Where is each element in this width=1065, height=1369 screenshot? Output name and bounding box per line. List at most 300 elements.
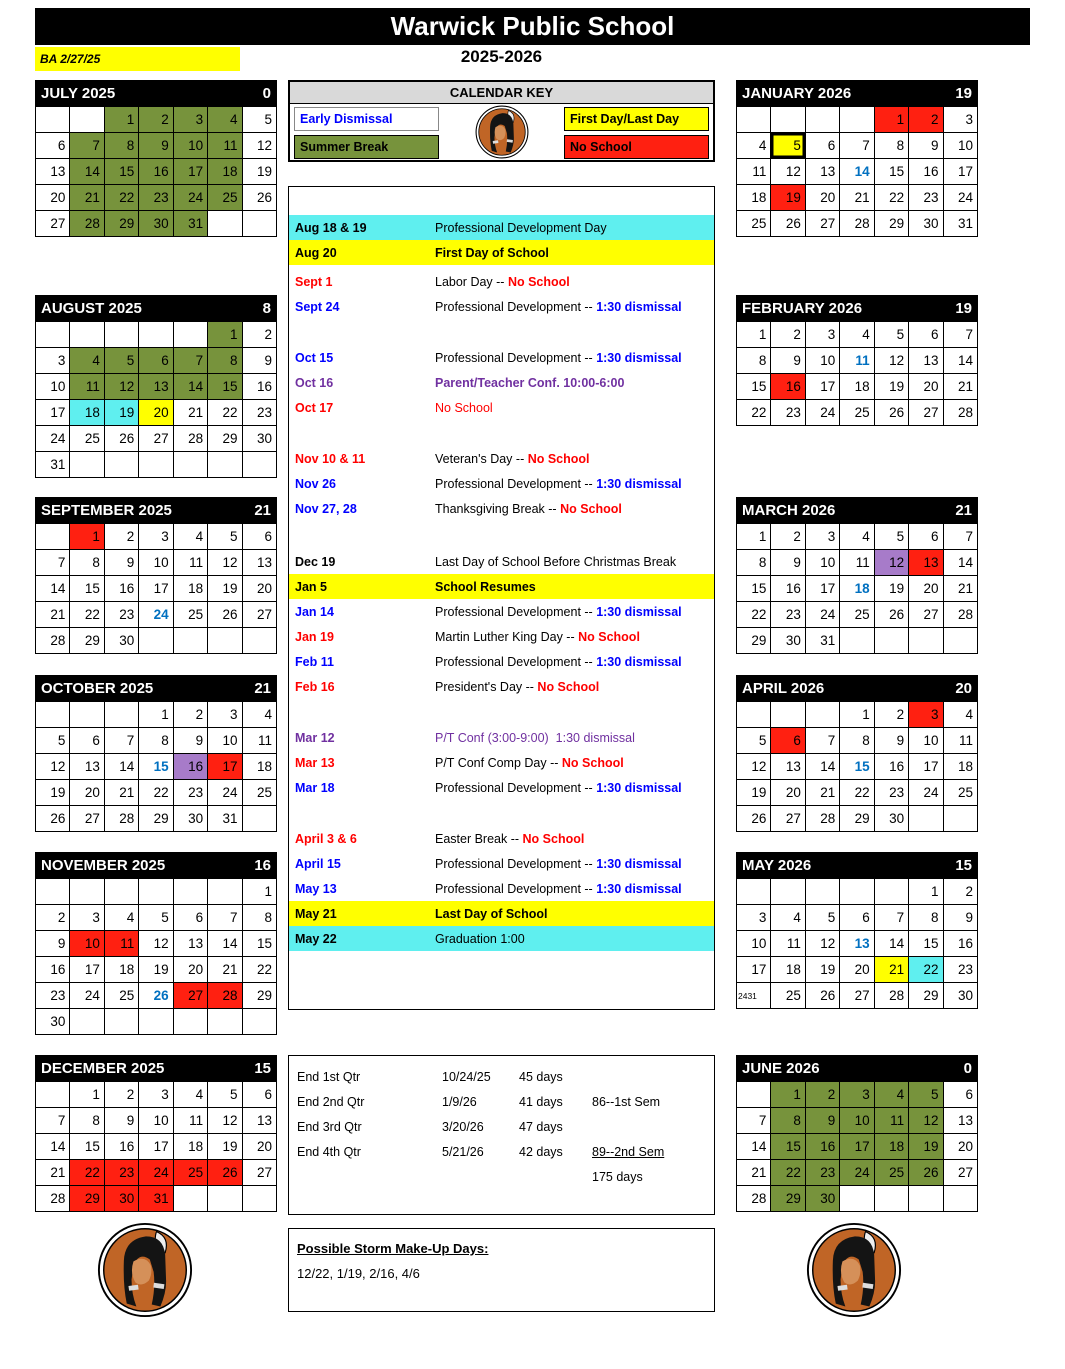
day-cell	[174, 1186, 208, 1212]
day-cell: 14	[737, 1134, 771, 1160]
day-cell: 24	[909, 780, 943, 806]
month-day-count: 21	[955, 501, 972, 519]
day-cell: 14	[70, 159, 104, 185]
day-cell: 6	[909, 524, 943, 550]
day-cell: 28	[875, 983, 909, 1009]
school-mascot-logo-right	[806, 1222, 902, 1318]
event-description	[435, 376, 624, 390]
day-cell: 1	[70, 524, 104, 550]
day-cell: 8	[70, 550, 104, 576]
event-description	[435, 756, 624, 770]
day-cell: 4	[737, 133, 771, 159]
day-cell: 20	[909, 576, 943, 602]
event-desc-segment: No School	[537, 679, 600, 694]
day-cell: 15	[70, 1134, 104, 1160]
day-cell: 2	[105, 524, 139, 550]
month-june-2026	[736, 1055, 978, 1212]
event-desc-segment: Professional Development --	[435, 780, 597, 795]
event-date: Dec 19	[295, 554, 336, 569]
day-cell: 18	[840, 374, 874, 400]
day-cell: 2	[771, 322, 805, 348]
day-cell: 27	[840, 983, 874, 1009]
key-no-school: No School	[564, 135, 709, 159]
day-cell: 19	[243, 159, 277, 185]
day-cell: 14	[208, 931, 242, 957]
day-cell: 31	[174, 211, 208, 237]
day-cell	[875, 1186, 909, 1212]
day-cell: 9	[243, 348, 277, 374]
quarter-row	[297, 1089, 714, 1114]
event-description	[435, 655, 682, 669]
day-cell: 8	[243, 905, 277, 931]
month-header	[35, 675, 277, 701]
day-cell: 2	[139, 107, 173, 133]
month-day-count: 0	[262, 84, 271, 102]
event-desc-segment: Easter Break --	[435, 831, 523, 846]
day-cell: 3	[174, 107, 208, 133]
day-cell: 26	[243, 185, 277, 211]
event-date: Oct 15	[295, 350, 334, 365]
event-desc-segment: Last Day of School	[435, 906, 548, 921]
day-cell: 4	[174, 1082, 208, 1108]
event-date: Jan 5	[295, 579, 327, 594]
day-cell	[243, 211, 277, 237]
day-cell: 22	[840, 780, 874, 806]
event-description	[435, 932, 525, 946]
key-first-last-day: First Day/Last Day	[564, 107, 709, 131]
day-cell	[105, 1009, 139, 1035]
event-desc-segment: 1:30 dismissal	[596, 299, 682, 314]
day-cell: 12	[105, 374, 139, 400]
day-cell: 19	[208, 1134, 242, 1160]
month-header	[35, 295, 277, 321]
day-cell: 14	[105, 754, 139, 780]
event-row	[289, 926, 714, 951]
day-cell: 5	[737, 728, 771, 754]
day-cell: 30	[174, 806, 208, 832]
event-date: Sept 24	[295, 299, 340, 314]
day-cell: 14	[875, 931, 909, 957]
day-cell: 18	[174, 1134, 208, 1160]
day-cell: 20	[909, 374, 943, 400]
day-cell: 9	[105, 550, 139, 576]
day-cell: 11	[840, 348, 874, 374]
event-date: May 21	[295, 906, 337, 921]
day-cell: 7	[70, 133, 104, 159]
event-description	[435, 275, 570, 289]
day-cell: 29	[737, 628, 771, 654]
day-cell	[243, 806, 277, 832]
event-desc-segment: 1:30 dismissal	[596, 604, 682, 619]
day-cell: 30	[806, 1186, 840, 1212]
day-cell: 15	[737, 374, 771, 400]
day-cell: 27	[909, 602, 943, 628]
month-day-count: 19	[955, 299, 972, 317]
day-cell: 21	[70, 185, 104, 211]
day-cell: 15	[875, 159, 909, 185]
event-date: Mar 13	[295, 755, 335, 770]
day-cell: 4	[840, 322, 874, 348]
month-day-count: 15	[254, 1059, 271, 1077]
event-date: Aug 18 & 19	[295, 220, 367, 235]
month-october-2025	[35, 675, 277, 832]
day-cell: 31	[944, 211, 978, 237]
day-cell: 1	[875, 107, 909, 133]
day-cell: 5	[208, 524, 242, 550]
day-cell: 13	[243, 550, 277, 576]
day-cell: 10	[208, 728, 242, 754]
day-cell: 28	[70, 211, 104, 237]
day-cell: 13	[771, 754, 805, 780]
event-description	[435, 221, 607, 235]
day-cell: 5	[139, 905, 173, 931]
event-desc-segment: Veteran's Day --	[435, 451, 528, 466]
event-date: Aug 20	[295, 245, 337, 260]
day-cell	[36, 524, 70, 550]
month-march-2026	[736, 497, 978, 654]
day-cell: 30	[875, 806, 909, 832]
day-cell: 30	[771, 628, 805, 654]
quarter-days: 41 days	[519, 1094, 563, 1109]
day-cell: 3	[806, 524, 840, 550]
day-cell: 10	[944, 133, 978, 159]
day-cell: 11	[771, 931, 805, 957]
quarter-label: End 4th Qtr	[297, 1144, 361, 1159]
day-cell: 20	[840, 957, 874, 983]
day-cell	[36, 107, 70, 133]
day-cell: 19	[36, 780, 70, 806]
day-cell: 26	[36, 806, 70, 832]
day-cell: 11	[208, 133, 242, 159]
day-cell: 22	[875, 185, 909, 211]
day-cell: 9	[944, 905, 978, 931]
day-cell: 22	[771, 1160, 805, 1186]
day-cell: 17	[139, 576, 173, 602]
day-cell: 25	[243, 780, 277, 806]
day-cell: 10	[737, 931, 771, 957]
day-cell: 26	[208, 1160, 242, 1186]
event-description	[435, 502, 622, 516]
day-cell: 29	[105, 211, 139, 237]
event-desc-segment: Thanksgiving Break --	[435, 501, 561, 516]
day-cell: 13	[909, 550, 943, 576]
day-cell	[105, 322, 139, 348]
day-cell	[70, 322, 104, 348]
event-date: Nov 10 & 11	[295, 451, 366, 466]
event-desc-segment: No School	[522, 831, 585, 846]
quarter-days: 45 days	[519, 1069, 563, 1084]
event-row	[289, 471, 714, 496]
event-desc-segment: Professional Development --	[435, 881, 597, 896]
day-cell	[105, 452, 139, 478]
day-cell: 17	[737, 957, 771, 983]
day-cell: 8	[105, 133, 139, 159]
day-cell: 10	[139, 550, 173, 576]
event-desc-segment: First Day of School	[435, 245, 549, 260]
day-cell: 3	[139, 524, 173, 550]
day-cell: 5	[208, 1082, 242, 1108]
day-cell: 21	[806, 780, 840, 806]
day-cell	[174, 1009, 208, 1035]
day-cell: 26	[737, 806, 771, 832]
day-cell	[243, 628, 277, 654]
day-cell: 14	[174, 374, 208, 400]
day-cell: 31	[806, 628, 840, 654]
month-day-count: 19	[955, 84, 972, 102]
day-cell	[70, 452, 104, 478]
day-cell: 30	[105, 1186, 139, 1212]
event-desc-segment: 1:30 dismissal	[596, 476, 682, 491]
month-grid	[35, 321, 277, 478]
day-cell: 10	[909, 728, 943, 754]
day-cell: 27	[806, 211, 840, 237]
day-cell: 16	[771, 374, 805, 400]
calendar-key	[288, 80, 715, 162]
quarter-date: 10/24/25	[442, 1069, 491, 1084]
day-cell	[806, 879, 840, 905]
day-cell: 28	[174, 426, 208, 452]
day-cell: 13	[909, 348, 943, 374]
day-cell: 11	[174, 550, 208, 576]
day-cell	[105, 879, 139, 905]
day-cell: 1	[909, 879, 943, 905]
day-cell	[944, 806, 978, 832]
day-cell: 11	[944, 728, 978, 754]
day-cell: 26	[875, 602, 909, 628]
day-cell: 27	[139, 426, 173, 452]
day-cell: 18	[771, 957, 805, 983]
day-cell: 24	[840, 1160, 874, 1186]
day-cell: 22	[70, 602, 104, 628]
event-desc-segment: 1:30 dismissal	[596, 881, 682, 896]
day-cell: 10	[174, 133, 208, 159]
day-cell: 4	[875, 1082, 909, 1108]
day-cell: 9	[139, 133, 173, 159]
day-cell	[139, 879, 173, 905]
month-august-2025	[35, 295, 277, 478]
event-desc-segment: No School	[560, 501, 622, 516]
day-cell: 6	[243, 524, 277, 550]
day-cell: 14	[36, 576, 70, 602]
day-cell: 28	[806, 806, 840, 832]
day-cell: 9	[105, 1108, 139, 1134]
day-cell: 12	[36, 754, 70, 780]
day-cell: 13	[243, 1108, 277, 1134]
month-september-2025	[35, 497, 277, 654]
day-cell: 13	[36, 159, 70, 185]
events-list	[288, 186, 715, 1010]
day-cell: 5	[105, 348, 139, 374]
day-cell: 25	[208, 185, 242, 211]
day-cell: 13	[139, 374, 173, 400]
day-cell: 2	[36, 905, 70, 931]
day-cell: 16	[771, 576, 805, 602]
day-cell: 24	[806, 400, 840, 426]
day-cell	[909, 806, 943, 832]
day-cell: 28	[208, 983, 242, 1009]
month-february-2026	[736, 295, 978, 426]
day-cell: 23	[139, 185, 173, 211]
month-name: AUGUST 2025	[41, 299, 142, 317]
day-cell: 14	[840, 159, 874, 185]
month-name: MAY 2026	[742, 856, 812, 874]
revision-stamp: BA 2/27/25	[35, 47, 240, 71]
month-november-2025	[35, 852, 277, 1035]
day-cell	[36, 879, 70, 905]
day-cell: 30	[909, 211, 943, 237]
month-grid	[736, 701, 978, 832]
day-cell	[208, 1186, 242, 1212]
day-cell: 13	[840, 931, 874, 957]
day-cell: 23	[243, 400, 277, 426]
day-cell: 8	[840, 728, 874, 754]
day-cell: 10	[806, 550, 840, 576]
day-cell: 22	[105, 185, 139, 211]
day-cell: 3	[737, 905, 771, 931]
day-cell: 6	[944, 1082, 978, 1108]
day-cell	[139, 452, 173, 478]
day-cell: 2	[944, 879, 978, 905]
month-name: FEBRUARY 2026	[742, 299, 863, 317]
day-cell: 6	[806, 133, 840, 159]
day-cell: 11	[243, 728, 277, 754]
day-cell	[840, 107, 874, 133]
day-cell: 20	[771, 780, 805, 806]
day-cell	[105, 702, 139, 728]
day-cell: 5	[875, 322, 909, 348]
day-cell: 6	[139, 348, 173, 374]
storm-makeup-box	[288, 1228, 715, 1312]
day-cell: 24	[36, 426, 70, 452]
month-header	[35, 80, 277, 106]
day-cell: 11	[875, 1108, 909, 1134]
quarter-days: 42 days	[519, 1144, 563, 1159]
day-cell: 15	[909, 931, 943, 957]
day-cell: 6	[36, 133, 70, 159]
day-cell: 25	[174, 1160, 208, 1186]
day-cell: 7	[36, 1108, 70, 1134]
day-cell: 12	[139, 931, 173, 957]
quarter-row	[297, 1164, 714, 1189]
day-cell: 27	[70, 806, 104, 832]
day-cell	[70, 702, 104, 728]
month-header	[736, 497, 978, 523]
day-cell: 31	[36, 452, 70, 478]
day-cell: 25	[840, 602, 874, 628]
month-header	[35, 852, 277, 878]
day-cell	[36, 702, 70, 728]
day-cell: 26	[806, 983, 840, 1009]
day-cell: 18	[70, 400, 104, 426]
day-cell: 4	[944, 702, 978, 728]
month-header	[736, 675, 978, 701]
day-cell: 12	[771, 159, 805, 185]
day-cell: 23	[105, 1160, 139, 1186]
day-cell: 10	[806, 348, 840, 374]
event-description	[435, 351, 682, 365]
event-date: April 3 & 6	[295, 831, 357, 846]
day-cell: 23	[36, 983, 70, 1009]
day-cell: 18	[174, 576, 208, 602]
month-day-count: 20	[955, 679, 972, 697]
day-cell: 12	[875, 550, 909, 576]
event-desc-segment: 1:30 dismissal	[596, 856, 682, 871]
day-cell: 15	[105, 159, 139, 185]
day-cell	[139, 1009, 173, 1035]
month-grid	[35, 523, 277, 654]
event-row	[289, 574, 714, 599]
day-cell: 19	[806, 957, 840, 983]
day-cell: 16	[243, 374, 277, 400]
month-header	[736, 80, 978, 106]
event-date: Mar 12	[295, 730, 335, 745]
event-date: May 22	[295, 931, 337, 946]
day-cell: 23	[909, 185, 943, 211]
day-cell	[737, 702, 771, 728]
event-row	[289, 215, 714, 240]
day-cell: 6	[909, 322, 943, 348]
event-description	[435, 477, 682, 491]
day-cell: 3	[909, 702, 943, 728]
day-cell: 13	[944, 1108, 978, 1134]
day-cell: 18	[737, 185, 771, 211]
event-description	[435, 731, 635, 745]
day-cell: 17	[208, 754, 242, 780]
day-cell: 19	[139, 957, 173, 983]
day-cell: 18	[875, 1134, 909, 1160]
event-desc-segment: No School	[561, 755, 624, 770]
day-cell	[840, 1186, 874, 1212]
month-december-2025	[35, 1055, 277, 1212]
day-cell	[70, 107, 104, 133]
day-cell: 7	[174, 348, 208, 374]
event-desc-segment: Professional Development Day	[435, 220, 607, 235]
day-cell: 9	[909, 133, 943, 159]
day-cell: 16	[174, 754, 208, 780]
day-cell: 21	[208, 957, 242, 983]
month-name: JULY 2025	[41, 84, 116, 102]
day-cell: 15	[840, 754, 874, 780]
month-name: APRIL 2026	[742, 679, 825, 697]
month-grid	[736, 523, 978, 654]
day-cell: 31	[208, 806, 242, 832]
school-title-bar	[35, 8, 1030, 45]
day-cell: 23	[771, 602, 805, 628]
quarter-summary	[288, 1055, 715, 1215]
quarter-date: 5/21/26	[442, 1144, 484, 1159]
month-header	[35, 1055, 277, 1081]
day-cell: 16	[36, 957, 70, 983]
day-cell: 20	[36, 185, 70, 211]
event-desc-segment: Professional Development --	[435, 604, 597, 619]
day-cell: 27	[243, 602, 277, 628]
day-cell: 25	[174, 602, 208, 628]
day-cell: 23	[806, 1160, 840, 1186]
day-cell: 5	[243, 107, 277, 133]
day-cell: 25	[840, 400, 874, 426]
day-cell: 4	[105, 905, 139, 931]
event-row	[289, 370, 714, 395]
event-desc-segment: 1:30 dismissal	[596, 654, 682, 669]
quarter-label: End 1st Qtr	[297, 1069, 361, 1084]
day-cell: 10	[36, 374, 70, 400]
day-cell: 14	[944, 550, 978, 576]
day-cell: 7	[944, 322, 978, 348]
month-header	[736, 295, 978, 321]
day-cell: 8	[909, 905, 943, 931]
day-cell: 28	[737, 1186, 771, 1212]
day-cell: 8	[737, 348, 771, 374]
